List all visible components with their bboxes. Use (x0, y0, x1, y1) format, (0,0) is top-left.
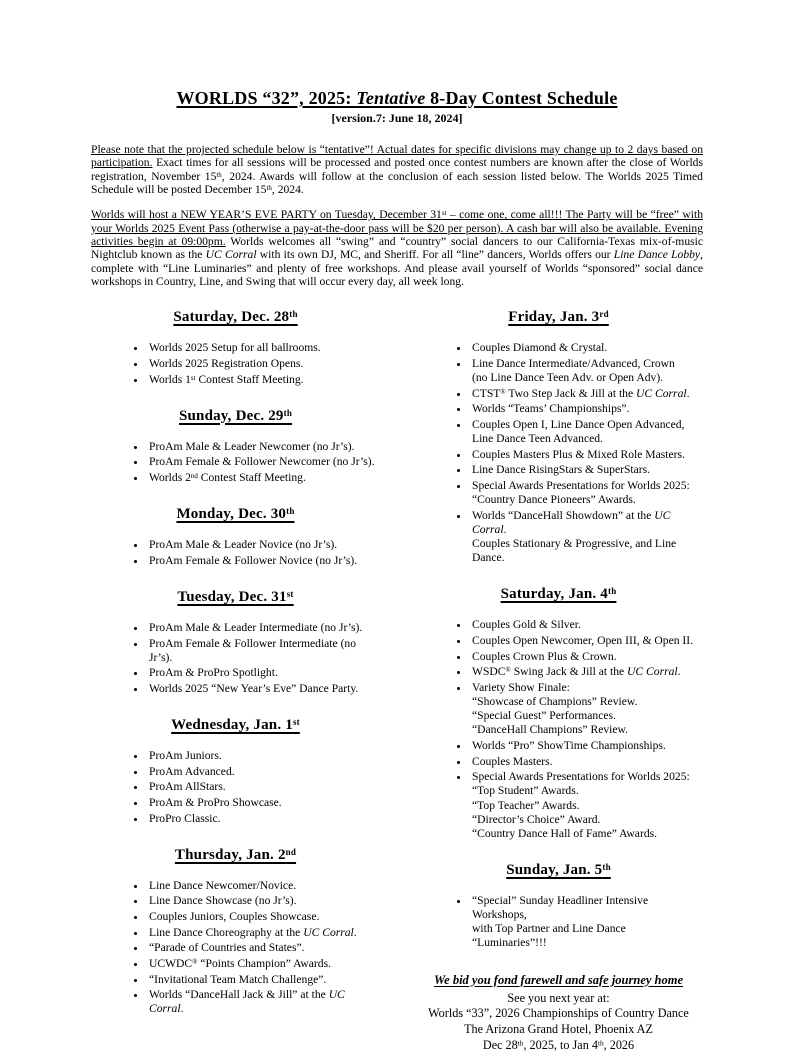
schedule-item: • ProPro Classic. (147, 812, 380, 826)
day-header: Wednesday, Jan. 1st (171, 717, 300, 734)
schedule-item: • “Parade of Countries and States”. (147, 941, 380, 955)
right-column (414, 300, 703, 1054)
day-item-list (91, 879, 380, 1017)
schedule-columns (91, 300, 703, 1054)
schedule-item: • Couples Crown Plus & Crown. (470, 650, 703, 664)
day-item-list (414, 618, 703, 841)
schedule-item: • ProAm Female & Follower Intermediate (no Jr’s). (147, 637, 380, 665)
day-section (91, 717, 380, 826)
schedule-item: • Worlds “DanceHall Jack & Jill” at the UC Corral. (147, 988, 380, 1016)
schedule-item: • Line Dance Showcase (no Jr’s). (147, 894, 380, 908)
schedule-item: • Worlds 2025 Registration Opens. (147, 357, 380, 371)
version-label: [version.7: June 18, 2024] (331, 111, 463, 125)
day-item-list (91, 440, 380, 485)
left-column-sections (91, 309, 380, 1016)
schedule-item: • Line Dance Choreography at the UC Corral. (147, 926, 380, 940)
schedule-item: • Couples Open I, Line Dance Open Advanced, Line Dance Teen Advanced. (470, 418, 703, 446)
schedule-item: • Line Dance Intermediate/Advanced, Crown (no Line Dance Teen Adv. or Open Adv). (470, 357, 703, 385)
schedule-item: • ProAm & ProPro Showcase. (147, 796, 380, 810)
day-header: Monday, Dec. 30th (176, 506, 295, 523)
schedule-item: • Special Awards Presentations for Worlds 2025: “Country Dance Pioneers” Awards. (470, 479, 703, 507)
schedule-item: • ProAm Female & Follower Newcomer (no Jr’s). (147, 455, 380, 469)
left-column (91, 300, 380, 1054)
day-section (91, 309, 380, 386)
day-section (414, 586, 703, 841)
day-header: Saturday, Dec. 28th (173, 309, 298, 326)
schedule-item: • Worlds 2025 Setup for all ballrooms. (147, 341, 380, 355)
schedule-item: • Worlds “Pro” ShowTime Championships. (470, 739, 703, 753)
day-item-list (91, 621, 380, 696)
footer-line-dates: Dec 28th, 2025, to Jan 4th, 2026 (482, 1038, 635, 1053)
schedule-item: • Couples Masters. (470, 755, 703, 769)
schedule-item: • Variety Show Finale: “Showcase of Champions” Review. “Special Guest” Performances. “DanceHall Champions” Review. (470, 681, 703, 738)
schedule-item: • WSDC® Swing Jack & Jill at the UC Corral. (470, 665, 703, 679)
schedule-item: • CTST® Two Step Jack & Jill at the UC Corral. (470, 387, 703, 401)
schedule-item: • ProAm Male & Leader Newcomer (no Jr’s). (147, 440, 380, 454)
footer-line-next-event: Worlds “33”, 2026 Championships of Country Dance (428, 1006, 689, 1021)
schedule-item: • ProAm Male & Leader Intermediate (no Jr’s). (147, 621, 380, 635)
day-item-list (414, 341, 703, 565)
day-header: Sunday, Dec. 29th (178, 407, 293, 424)
schedule-item: • “Invitational Team Match Challenge”. (147, 973, 380, 987)
day-section (91, 589, 380, 696)
day-header: Thursday, Jan. 2nd (174, 846, 297, 863)
day-item-list (91, 538, 380, 568)
schedule-item: • Couples Open Newcomer, Open III, & Open II. (470, 634, 703, 648)
day-section (91, 506, 380, 568)
day-item-list (91, 341, 380, 386)
schedule-item: • Couples Masters Plus & Mixed Role Masters. (470, 448, 703, 462)
intro-paragraph-tentative-notice: Please note that the projected schedule below is “tentative”! Actual dates for specific divisions may change up to 2 days based on participation. Exact times for all sessions will be processed and posted once contest numbers are known after the close of Worlds registration, November 15th, 2024. Awards will follow at the conclusion of each session listed below. The Worlds 2025 Timed Schedule will be posted December 15th, 2024. (91, 143, 703, 196)
page-title: WORLDS “32”, 2025: Tentative 8-Day Contest Schedule (176, 88, 618, 108)
day-section (414, 309, 703, 565)
schedule-item: • ProAm Juniors. (147, 749, 380, 763)
closing-footer (414, 973, 703, 1054)
schedule-item: • “Special” Sunday Headliner Intensive Workshops, with Top Partner and Line Dance “Luminaries”!!! (470, 894, 703, 951)
schedule-item: • ProAm AllStars. (147, 780, 380, 794)
schedule-item: • Worlds 1st Contest Staff Meeting. (147, 373, 380, 387)
farewell-line: We bid you fond farewell and safe journey home (433, 972, 684, 987)
schedule-item: • ProAm & ProPro Spotlight. (147, 666, 380, 680)
right-column-sections (414, 309, 703, 950)
footer-line-see-you: See you next year at: (507, 990, 610, 1005)
schedule-item: • Special Awards Presentations for Worlds 2025: “Top Student” Awards. “Top Teacher” Awards. “Director’s Choice” Award. “Country Dance Hall of Fame” Awards. (470, 770, 703, 841)
schedule-item: • Worlds 2nd Contest Staff Meeting. (147, 471, 380, 485)
schedule-item: • Line Dance Newcomer/Novice. (147, 879, 380, 893)
schedule-item: • ProAm Advanced. (147, 765, 380, 779)
schedule-item: • Worlds 2025 “New Year’s Eve” Dance Party. (147, 682, 380, 696)
day-header: Tuesday, Dec. 31st (177, 588, 294, 605)
day-section (414, 862, 703, 951)
day-header: Sunday, Jan. 5th (506, 861, 611, 878)
day-header: Saturday, Jan. 4th (500, 586, 617, 603)
intro-paragraph-nye-party: Worlds will host a NEW YEAR’S EVE PARTY on Tuesday, December 31st – come one, come all!!! The Party will be “free” with your Worlds 2025 Event Pass (otherwise a pay-at-the-door pass will be $20 per person). A cash bar will also be available. Evening activities begin at 09:00pm. Worlds welcomes all “swing” and “country” social dancers to our California-Texas mix-of-music Nightclub known as the UC Corral with its own DJ, MC, and Sheriff. For all “line” dancers, Worlds offers our Line Dance Lobby, complete with “Line Luminaries” and plenty of free workshops. And please avail yourself of Worlds “sponsored” social dance workshops in Country, Line, and Swing that will occur every day, all week long. (91, 208, 704, 288)
schedule-item: • Worlds “Teams’ Championships”. (470, 402, 703, 416)
day-item-list (414, 894, 703, 951)
schedule-item: • ProAm Female & Follower Novice (no Jr’s). (147, 554, 380, 568)
day-header: Friday, Jan. 3rd (508, 309, 609, 326)
day-section (91, 408, 380, 485)
schedule-item: • Couples Juniors, Couples Showcase. (147, 910, 380, 924)
day-section (91, 847, 380, 1017)
schedule-item: • ProAm Male & Leader Novice (no Jr’s). (147, 538, 380, 552)
schedule-item: • UCWDC® “Points Champion” Awards. (147, 957, 380, 971)
day-item-list (91, 749, 380, 826)
schedule-item: • Line Dance RisingStars & SuperStars. (470, 463, 703, 477)
schedule-item: • Worlds “DanceHall Showdown” at the UC Corral. Couples Stationary & Progressive, and Line Dance. (470, 509, 703, 566)
footer-line-venue: The Arizona Grand Hotel, Phoenix AZ (464, 1022, 653, 1037)
schedule-item: • Couples Diamond & Crystal. (470, 341, 703, 355)
schedule-item: • Couples Gold & Silver. (470, 618, 703, 632)
